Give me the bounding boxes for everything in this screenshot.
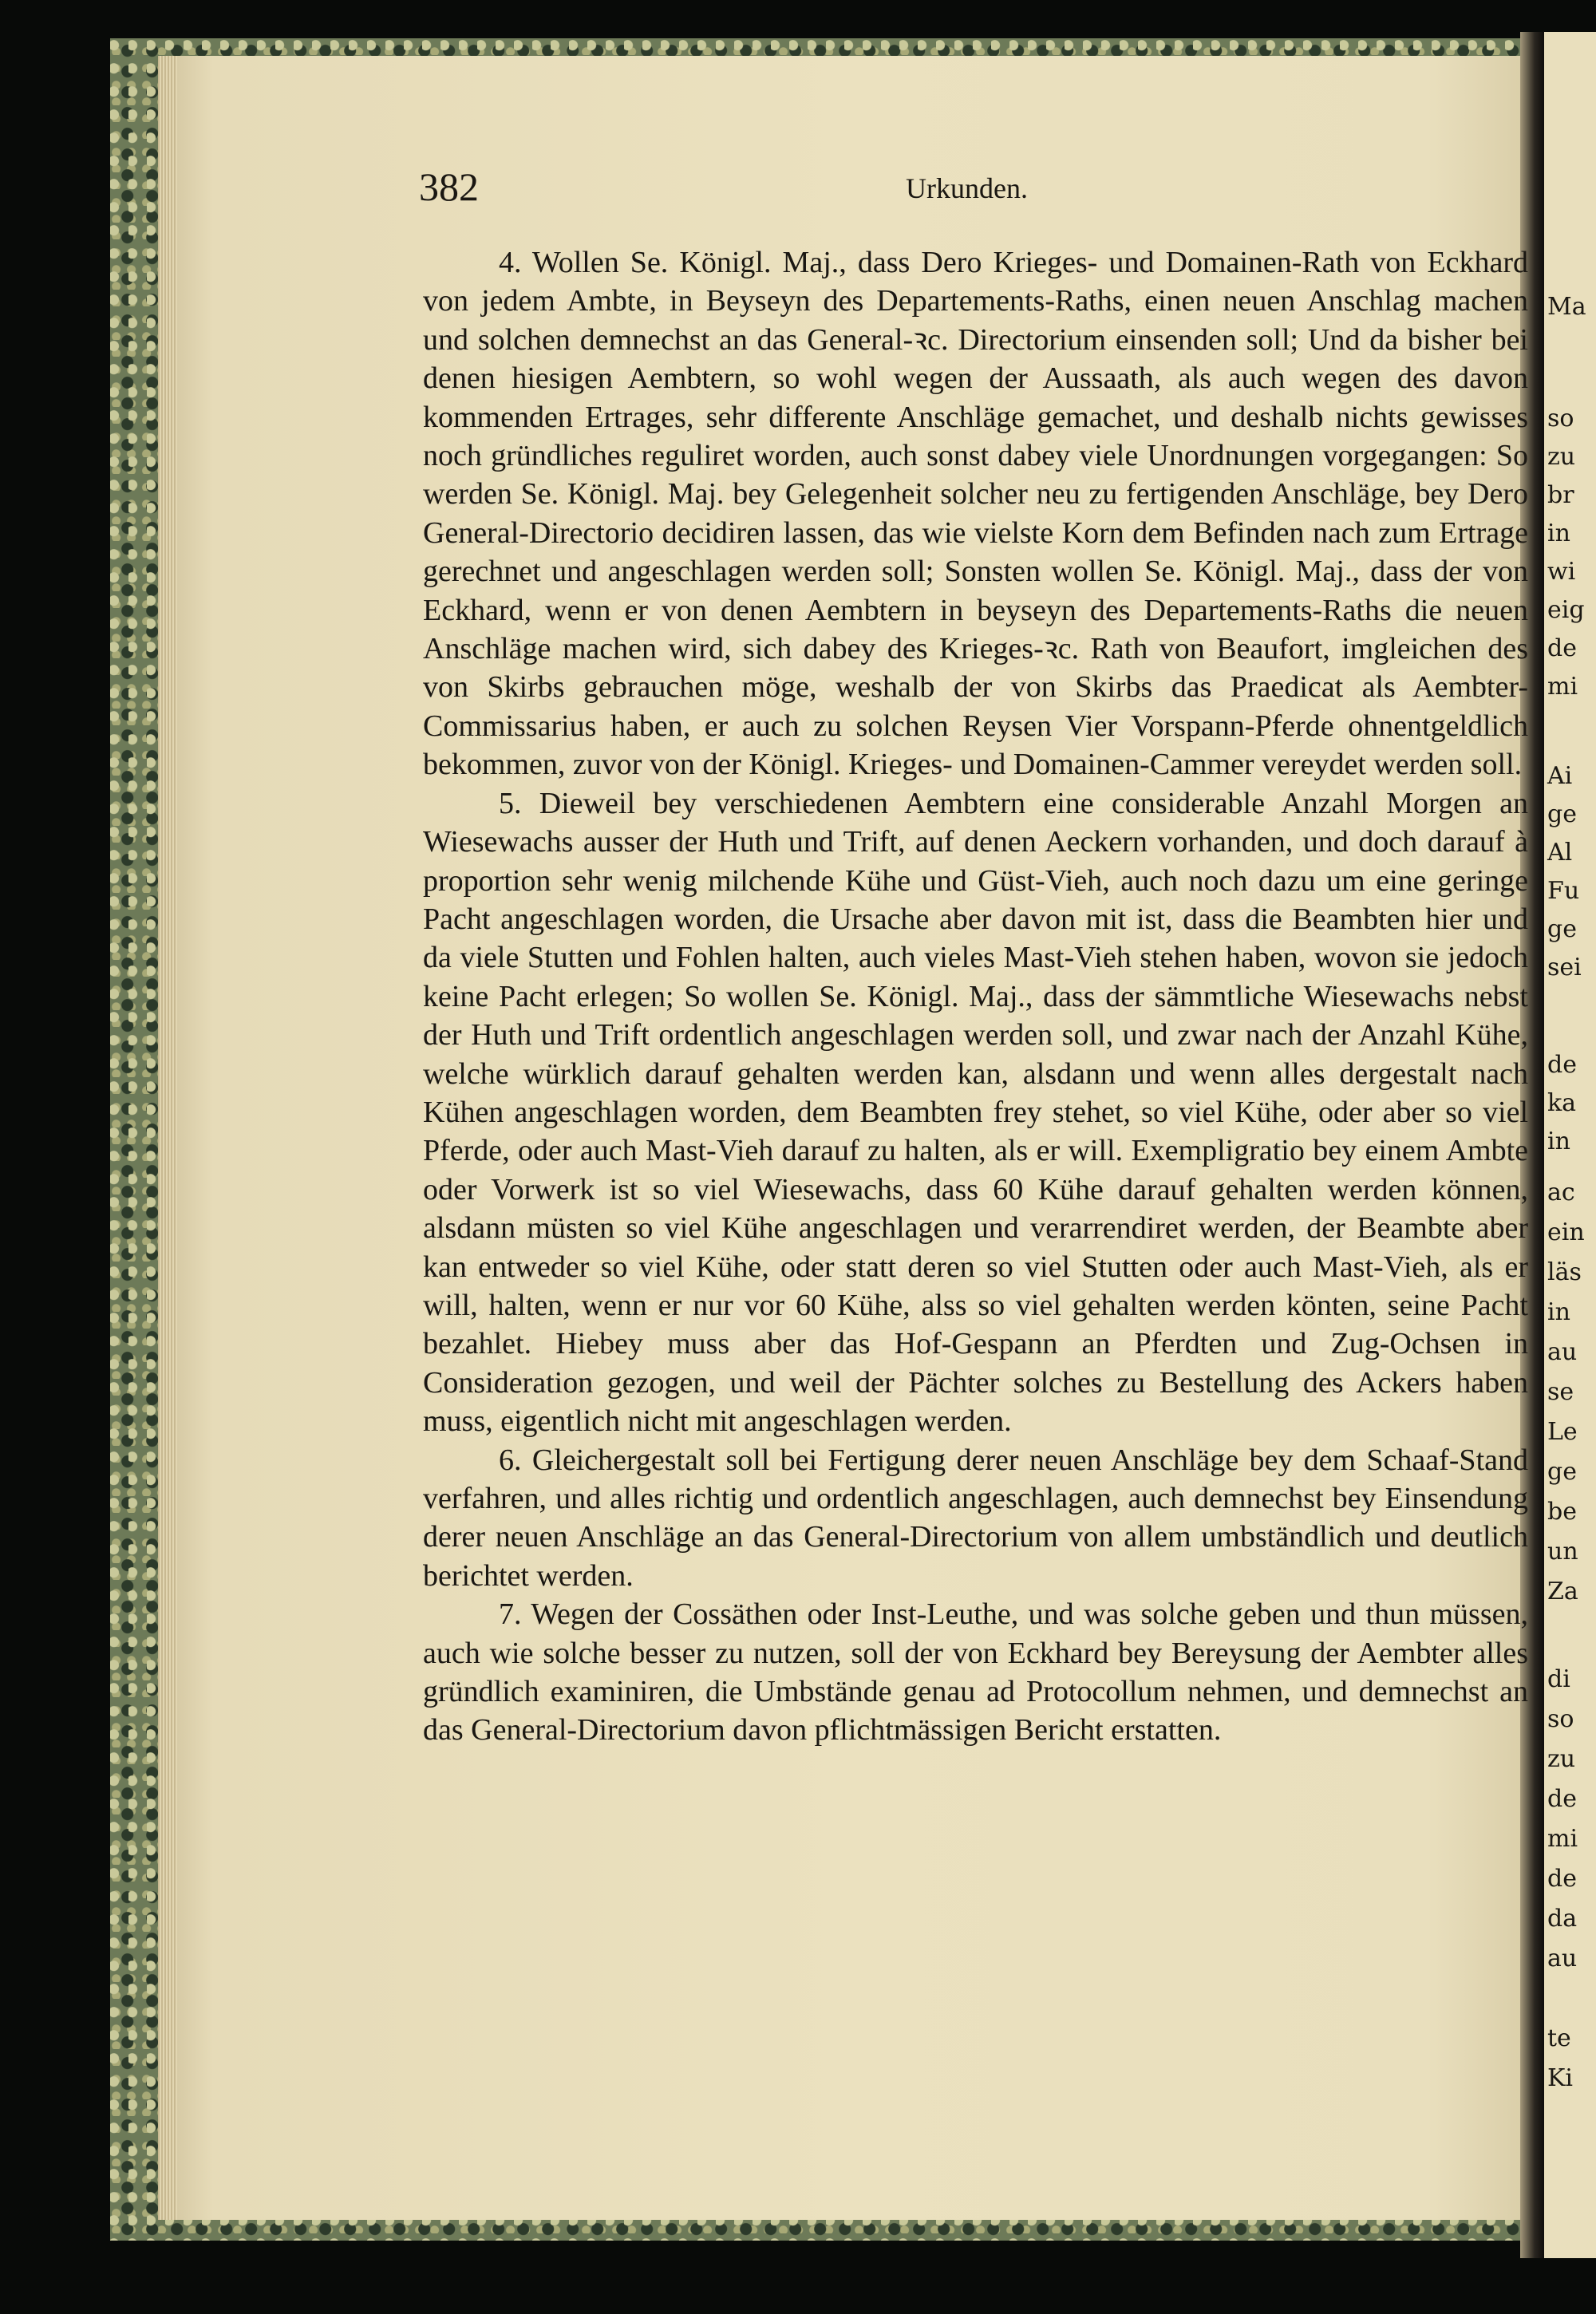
facing-page-fragment: Ki [1547,2064,1574,2092]
facing-page-fragment: de [1547,634,1577,662]
facing-page-fragment: läs [1547,1258,1582,1286]
facing-page-fragment: in [1547,1298,1570,1326]
facing-page-fragment: te [1547,2024,1571,2052]
paragraph-4: 4. Wollen Se. Königl. Maj., dass Dero Krieges- und Domainen-Rath von Eckhard von jedem Ambte, in Beyseyn des Departements-Raths, einen neuen Anschlag machen und solchen demnechst an das General-ꝛc. Directorium einsenden soll; Und da bisher bei denen hiesigen Aembtern, so wohl wegen der Aussaath, als auch wegen des davon kommenden Ertrages, sehr differente Anschläge gemachet, und deshalb nichts gewisses noch gründliches reguliret worden, auch sonst dabey viele Unordnungen vorgegangen: So werden Se. Königl. Maj. bey Gelegenheit solcher neu zu fertigenden Anschläge, bey Dero General-Directorio decidiren lassen, das wie vielste Korn dem Befinden nach zum Ertrage gerechnet und angeschlagen werden soll; Sonsten wollen Se. Königl. Maj., dass der von Eckhard, wenn er von denen Aembtern in beyseyn des Departements-Raths die neuen Anschläge machen wird, sich dabey des Krieges-ꝛc. Rath von Beaufort, imgleichen des von Skirbs gebrauchen möge, weshalb der von Skirbs das Praedicat als Aembter-Commissarius haben, er auch zu solchen Reysen Vier Vorspann-Pferde ohnentgeldlich bekommen, zuvor von der Königl. Krieges- und Domainen-Cammer vereydet werden soll. [423,246,1528,782]
facing-page-fragment: ge [1547,915,1577,943]
paragraph-5: 5. Dieweil bey verschiedenen Aembtern eine considerable Anzahl Morgen an Wiesewachs ausser der Huth und Trift, auf denen Aeckern vorhanden, und doch darauf à proportion sehr wenig milchende Kühe und Güst-Vieh, auch noch dazu um eine geringe Pacht angeschlagen worden, die Ursache aber davon mit ist, dass die Beambten hier und da viele Stutten und Fohlen halten, auch vieles Mast-Vieh stehen haben, wovon sie jedoch keine Pacht erlegen; So wollen Se. Königl. Maj., dass der sämmtliche Wiesewachs nebst der Huth und Trift ordentlich angeschlagen werden soll, und zwar nach der Anzahl Kühe, welche würklich darauf gehalten werden kan, alsdann und wenn alles dergestalt nach Kühen angeschlagen worden, dem Beambten frey stehet, so viel Kühe, oder aber so viel Pferde, oder auch Mast-Vieh darauf zu halten, als er will. Exempligratio bey einem Ambte oder Vorwerk ist so viel Wiesewachs, dass 60 Kühe darauf gehalten werden können, alsdann müsten so viel Kühe angeschlagen und verarrendiret werden, der Beambte aber kan entweder so viel Kühe, oder statt deren so viel Stutten oder auch Mast-Vieh, als er will, halten, wenn er nur vor 60 Kühe, alss so viel gehalten werden könten, seine Pacht bezahlet. Hiebey muss aber das Hof-Gespann an Pferdten und Zug-Ochsen in Consideration gezogen, und weil der Pächter solches zu Bestellung des Ackers haben muss, eigentlich nicht mit angeschlagen werden. [423,786,1528,1439]
facing-page-fragment: de [1547,1785,1577,1813]
page-stack-edge [158,56,177,2220]
facing-page-fragment: Ma [1547,293,1586,321]
facing-page-fragment: wi [1547,558,1576,586]
facing-page [1544,32,1596,2258]
facing-page-fragment: so [1547,405,1574,432]
facing-page-fragment: in [1547,1127,1570,1155]
paragraph-6: 6. Gleichergestalt soll bei Fertigung derer neuen Anschläge bey dem Schaaf-Stand verfahren, und alles richtig und ordentlich angeschlagen, auch demnechst bey Einsendung derer neuen Anschläge an das General-Directorium von allem umbständlich und deutlich berichtet werden. [423,1443,1528,1593]
running-head: Urkunden. [906,172,1028,204]
facing-page-fragment: mi [1547,1825,1578,1853]
facing-page-fragment: sei [1547,954,1582,981]
facing-page-fragment: Fu [1547,877,1580,905]
facing-page-fragment: in [1547,519,1570,547]
facing-page-fragment: ac [1547,1179,1575,1206]
facing-page-fragment: au [1547,1945,1578,1972]
facing-page-fragment: ge [1547,1458,1577,1486]
facing-page-fragment: mi [1547,673,1578,701]
body-text [423,243,1528,1750]
facing-page-fragment: Za [1547,1578,1578,1605]
facing-page-fragment: zu [1547,1745,1576,1773]
facing-page-fragment: au [1547,1338,1578,1366]
facing-page-fragment: be [1547,1498,1577,1526]
facing-page-fragment: ka [1547,1089,1577,1117]
paragraph-7: 7. Wegen der Cossäthen oder Inst-Leuthe, und was solche geben und thun müssen, auch wie solche besser zu nutzen, soll der von Eckhard bey Bereysung der Aembter alles gründlich examiniren, die Umbstände genau ad Protocollum nehmen, und demnechst an das General-Directorium davon pflichtmässigen Bericht erstatten. [423,1597,1528,1747]
facing-page-fragment: un [1547,1538,1578,1566]
facing-page-fragment: ein [1547,1218,1585,1246]
facing-page-fragment: Ai [1547,762,1573,790]
facing-page-fragment: zu [1547,443,1576,471]
facing-page-fragment: so [1547,1705,1574,1733]
facing-page-fragment: Al [1547,839,1573,867]
facing-page-fragment: de [1547,1865,1577,1893]
facing-page-fragment: br [1547,481,1574,509]
page-number: 382 [419,164,479,209]
facing-page-fragment: di [1547,1665,1570,1693]
facing-page-fragment: ge [1547,800,1577,828]
facing-page-fragment: de [1547,1051,1577,1079]
facing-page-fragment: se [1547,1378,1574,1406]
facing-page-fragment: Le [1547,1418,1578,1446]
facing-page-fragment: eig [1547,596,1585,624]
page-header [419,164,1525,211]
facing-page-fragment: da [1547,1905,1578,1933]
